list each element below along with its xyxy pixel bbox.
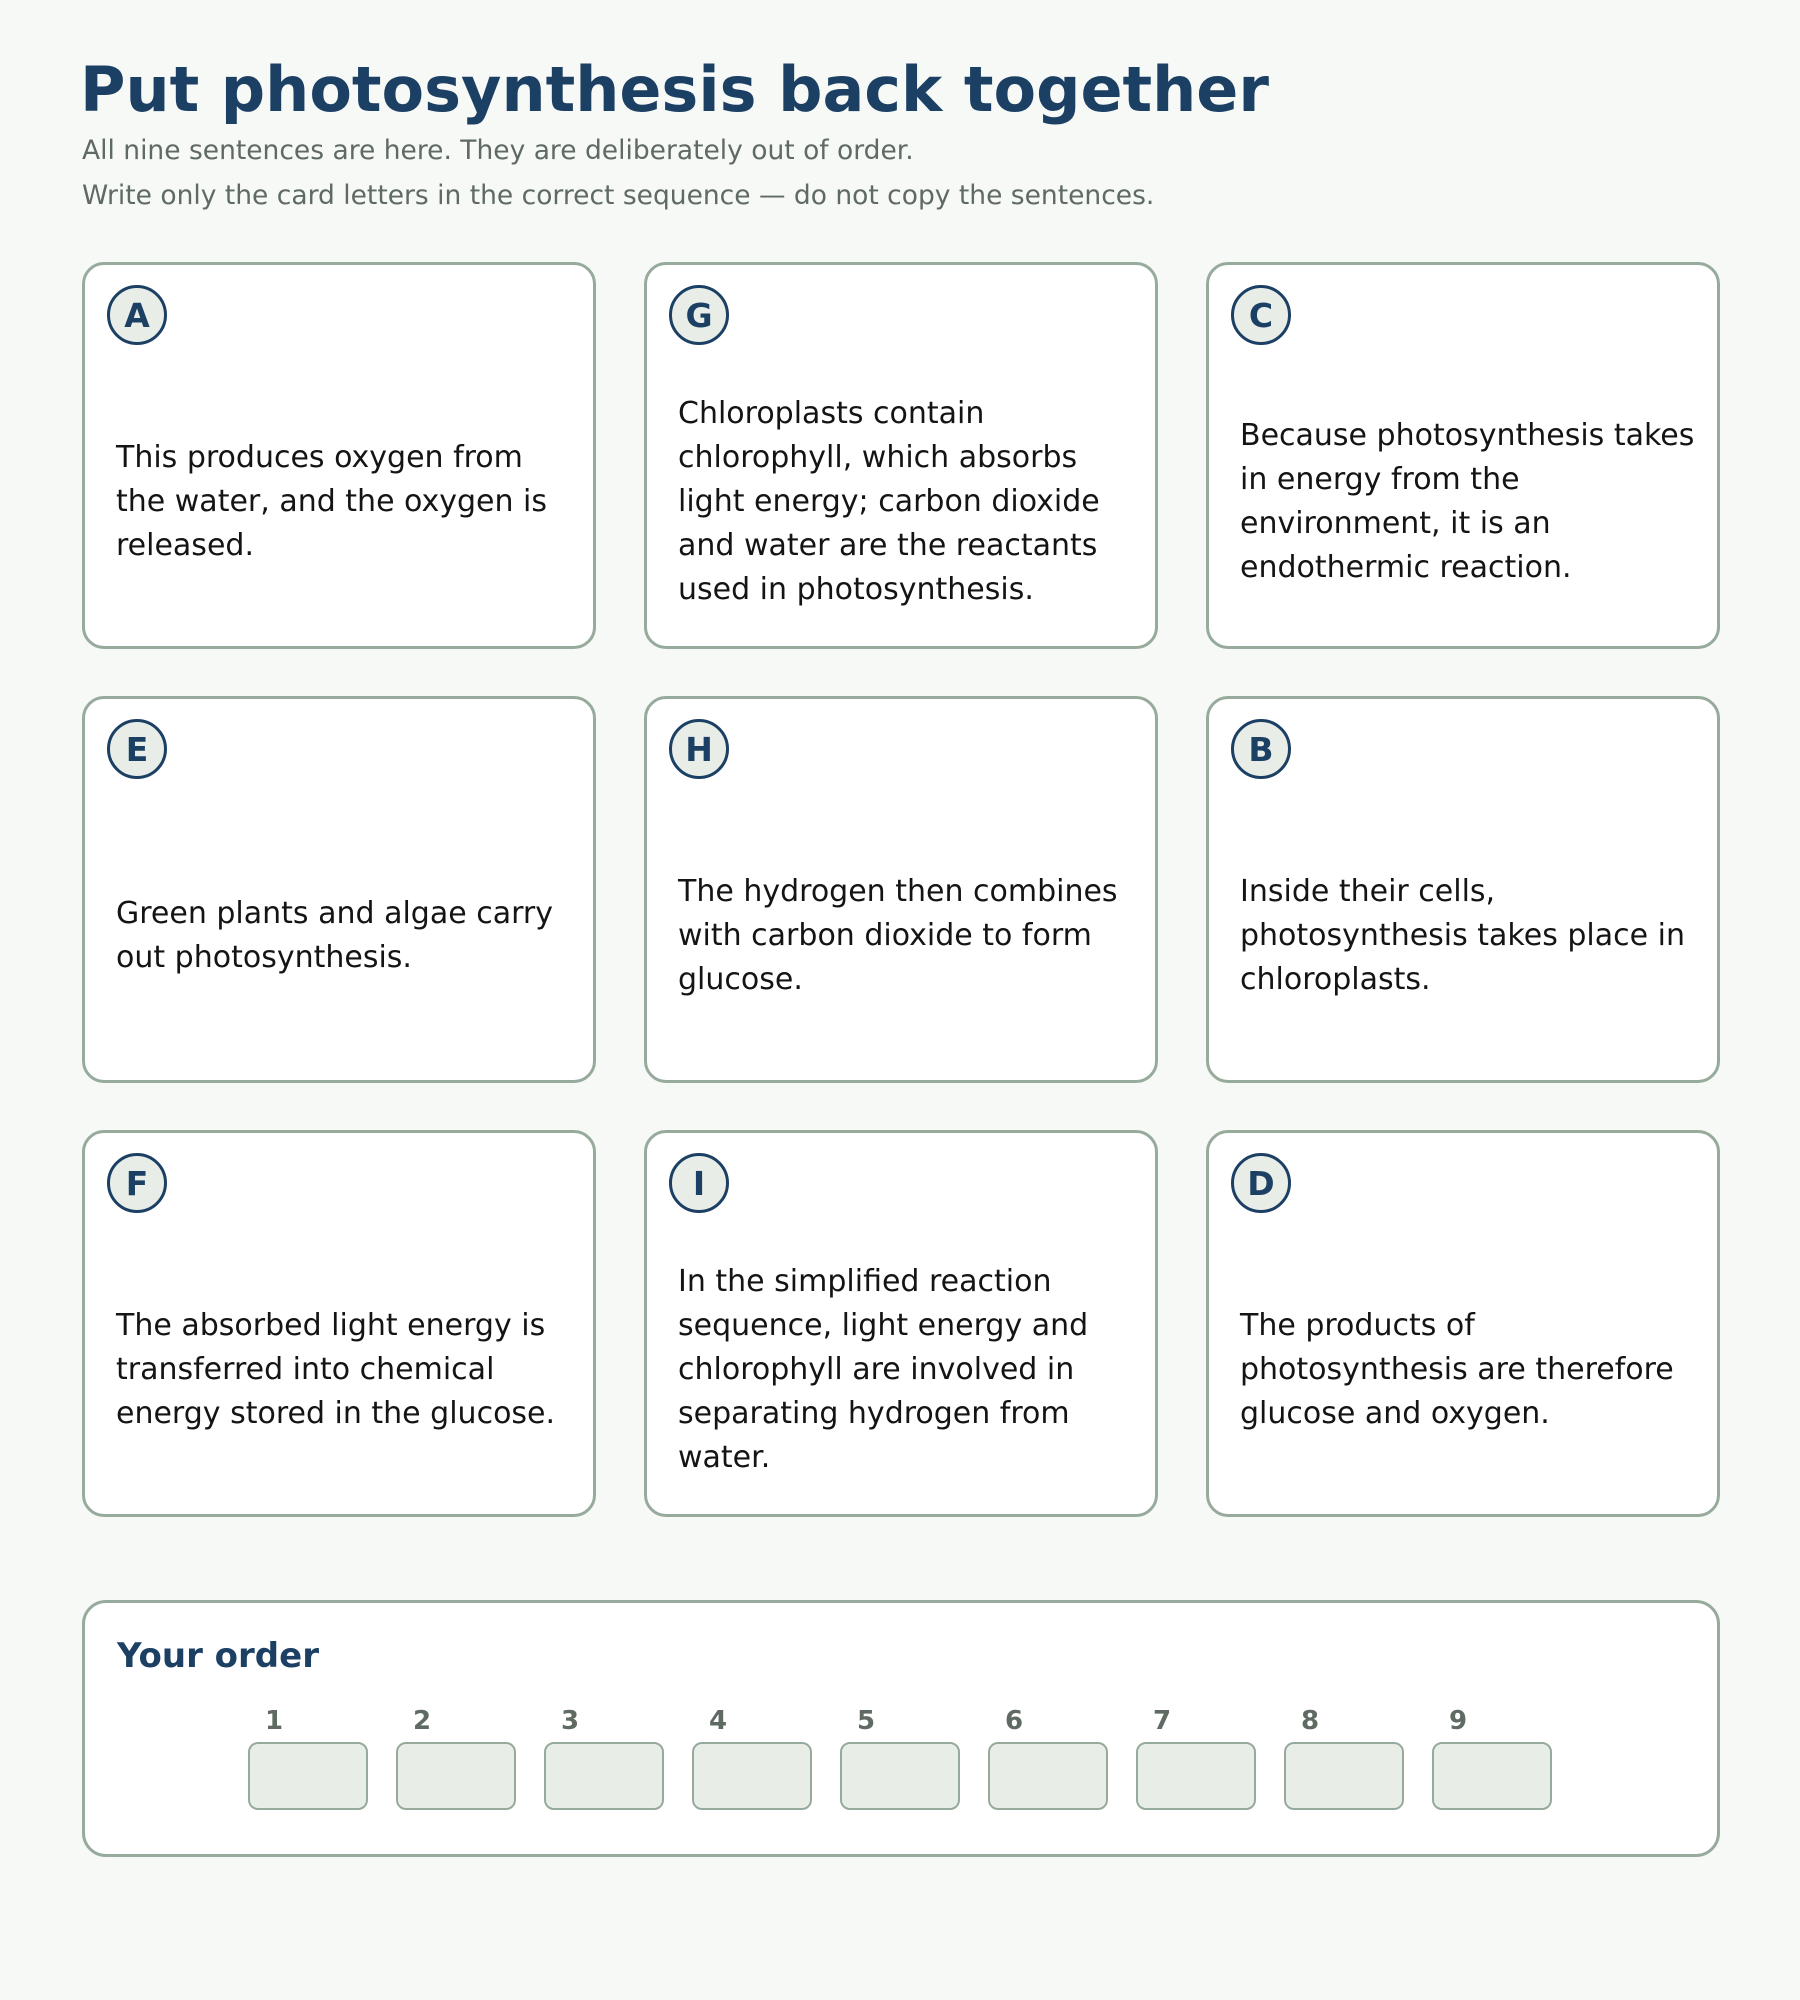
- card-sentence: Inside their cells, photosynthesis takes place in chloroplasts.: [1240, 873, 1685, 997]
- order-slot: [1432, 1706, 1552, 1810]
- sentence-card[interactable]: [1206, 696, 1720, 1083]
- slot-input[interactable]: [840, 1742, 960, 1810]
- card-sentence: The absorbed light energy is transferred into chemical energy stored in the glucose.: [116, 1307, 556, 1431]
- card-letter-badge: E: [107, 719, 167, 779]
- card-letter-badge: B: [1231, 719, 1291, 779]
- card-sentence: The products of photosynthesis are therefore glucose and oxygen.: [1240, 1307, 1674, 1431]
- slot-number: 8: [1301, 1706, 1320, 1736]
- card-sentence: Green plants and algae carry out photosynthesis.: [116, 895, 553, 975]
- instruction-line-1: All nine sentences are here. They are deliberately out of order.: [82, 135, 914, 166]
- card-sentence: Because photosynthesis takes in energy from the environment, it is an endothermic reaction.: [1240, 417, 1695, 585]
- order-slots: [248, 1706, 1552, 1810]
- slot-number: 6: [1005, 1706, 1024, 1736]
- card-sentence: This produces oxygen from the water, and the oxygen is released.: [116, 439, 548, 563]
- card-letter-badge: C: [1231, 285, 1291, 345]
- order-title: Your order: [117, 1636, 319, 1676]
- slot-input[interactable]: [1432, 1742, 1552, 1810]
- slot-input[interactable]: [1284, 1742, 1404, 1810]
- instruction-line-2: Write only the card letters in the correct sequence — do not copy the sentences.: [82, 180, 1155, 211]
- sentence-card[interactable]: [644, 696, 1158, 1083]
- card-letter-badge: A: [107, 285, 167, 345]
- card-letter-badge: I: [669, 1153, 729, 1213]
- order-slot: [396, 1706, 516, 1810]
- order-slot: [1284, 1706, 1404, 1810]
- card-sentence: In the simplified reaction sequence, light energy and chlorophyll are involved in separating hydrogen from water.: [678, 1263, 1089, 1475]
- sentence-card-grid: [82, 262, 1720, 1517]
- slot-number: 1: [265, 1706, 284, 1736]
- order-slot: [544, 1706, 664, 1810]
- order-panel: [82, 1600, 1720, 1857]
- slot-input[interactable]: [248, 1742, 368, 1810]
- sentence-card[interactable]: [1206, 1130, 1720, 1517]
- slot-input[interactable]: [1136, 1742, 1256, 1810]
- slot-number: 7: [1153, 1706, 1172, 1736]
- slot-number: 5: [857, 1706, 876, 1736]
- order-slot: [1136, 1706, 1256, 1810]
- slot-input[interactable]: [396, 1742, 516, 1810]
- slot-input[interactable]: [544, 1742, 664, 1810]
- order-slot: [692, 1706, 812, 1810]
- card-letter-badge: H: [669, 719, 729, 779]
- order-slot: [988, 1706, 1108, 1810]
- sentence-card[interactable]: [82, 696, 596, 1083]
- order-slot: [840, 1706, 960, 1810]
- slot-input[interactable]: [692, 1742, 812, 1810]
- sentence-card[interactable]: [644, 262, 1158, 649]
- card-sentence: Chloroplasts contain chlorophyll, which absorbs light energy; carbon dioxide and water are the reactants used in photosynthesis.: [678, 395, 1100, 607]
- card-letter-badge: G: [669, 285, 729, 345]
- card-letter-badge: F: [107, 1153, 167, 1213]
- page-title: Put photosynthesis back together: [80, 53, 1269, 126]
- card-letter-badge: D: [1231, 1153, 1291, 1213]
- sentence-card[interactable]: [82, 1130, 596, 1517]
- sentence-card[interactable]: [82, 262, 596, 649]
- slot-number: 2: [413, 1706, 432, 1736]
- slot-number: 4: [709, 1706, 728, 1736]
- slot-input[interactable]: [988, 1742, 1108, 1810]
- order-slot: [248, 1706, 368, 1810]
- slot-number: 9: [1449, 1706, 1468, 1736]
- card-sentence: The hydrogen then combines with carbon dioxide to form glucose.: [678, 873, 1118, 997]
- sentence-card[interactable]: [1206, 262, 1720, 649]
- sentence-card[interactable]: [644, 1130, 1158, 1517]
- slot-number: 3: [561, 1706, 580, 1736]
